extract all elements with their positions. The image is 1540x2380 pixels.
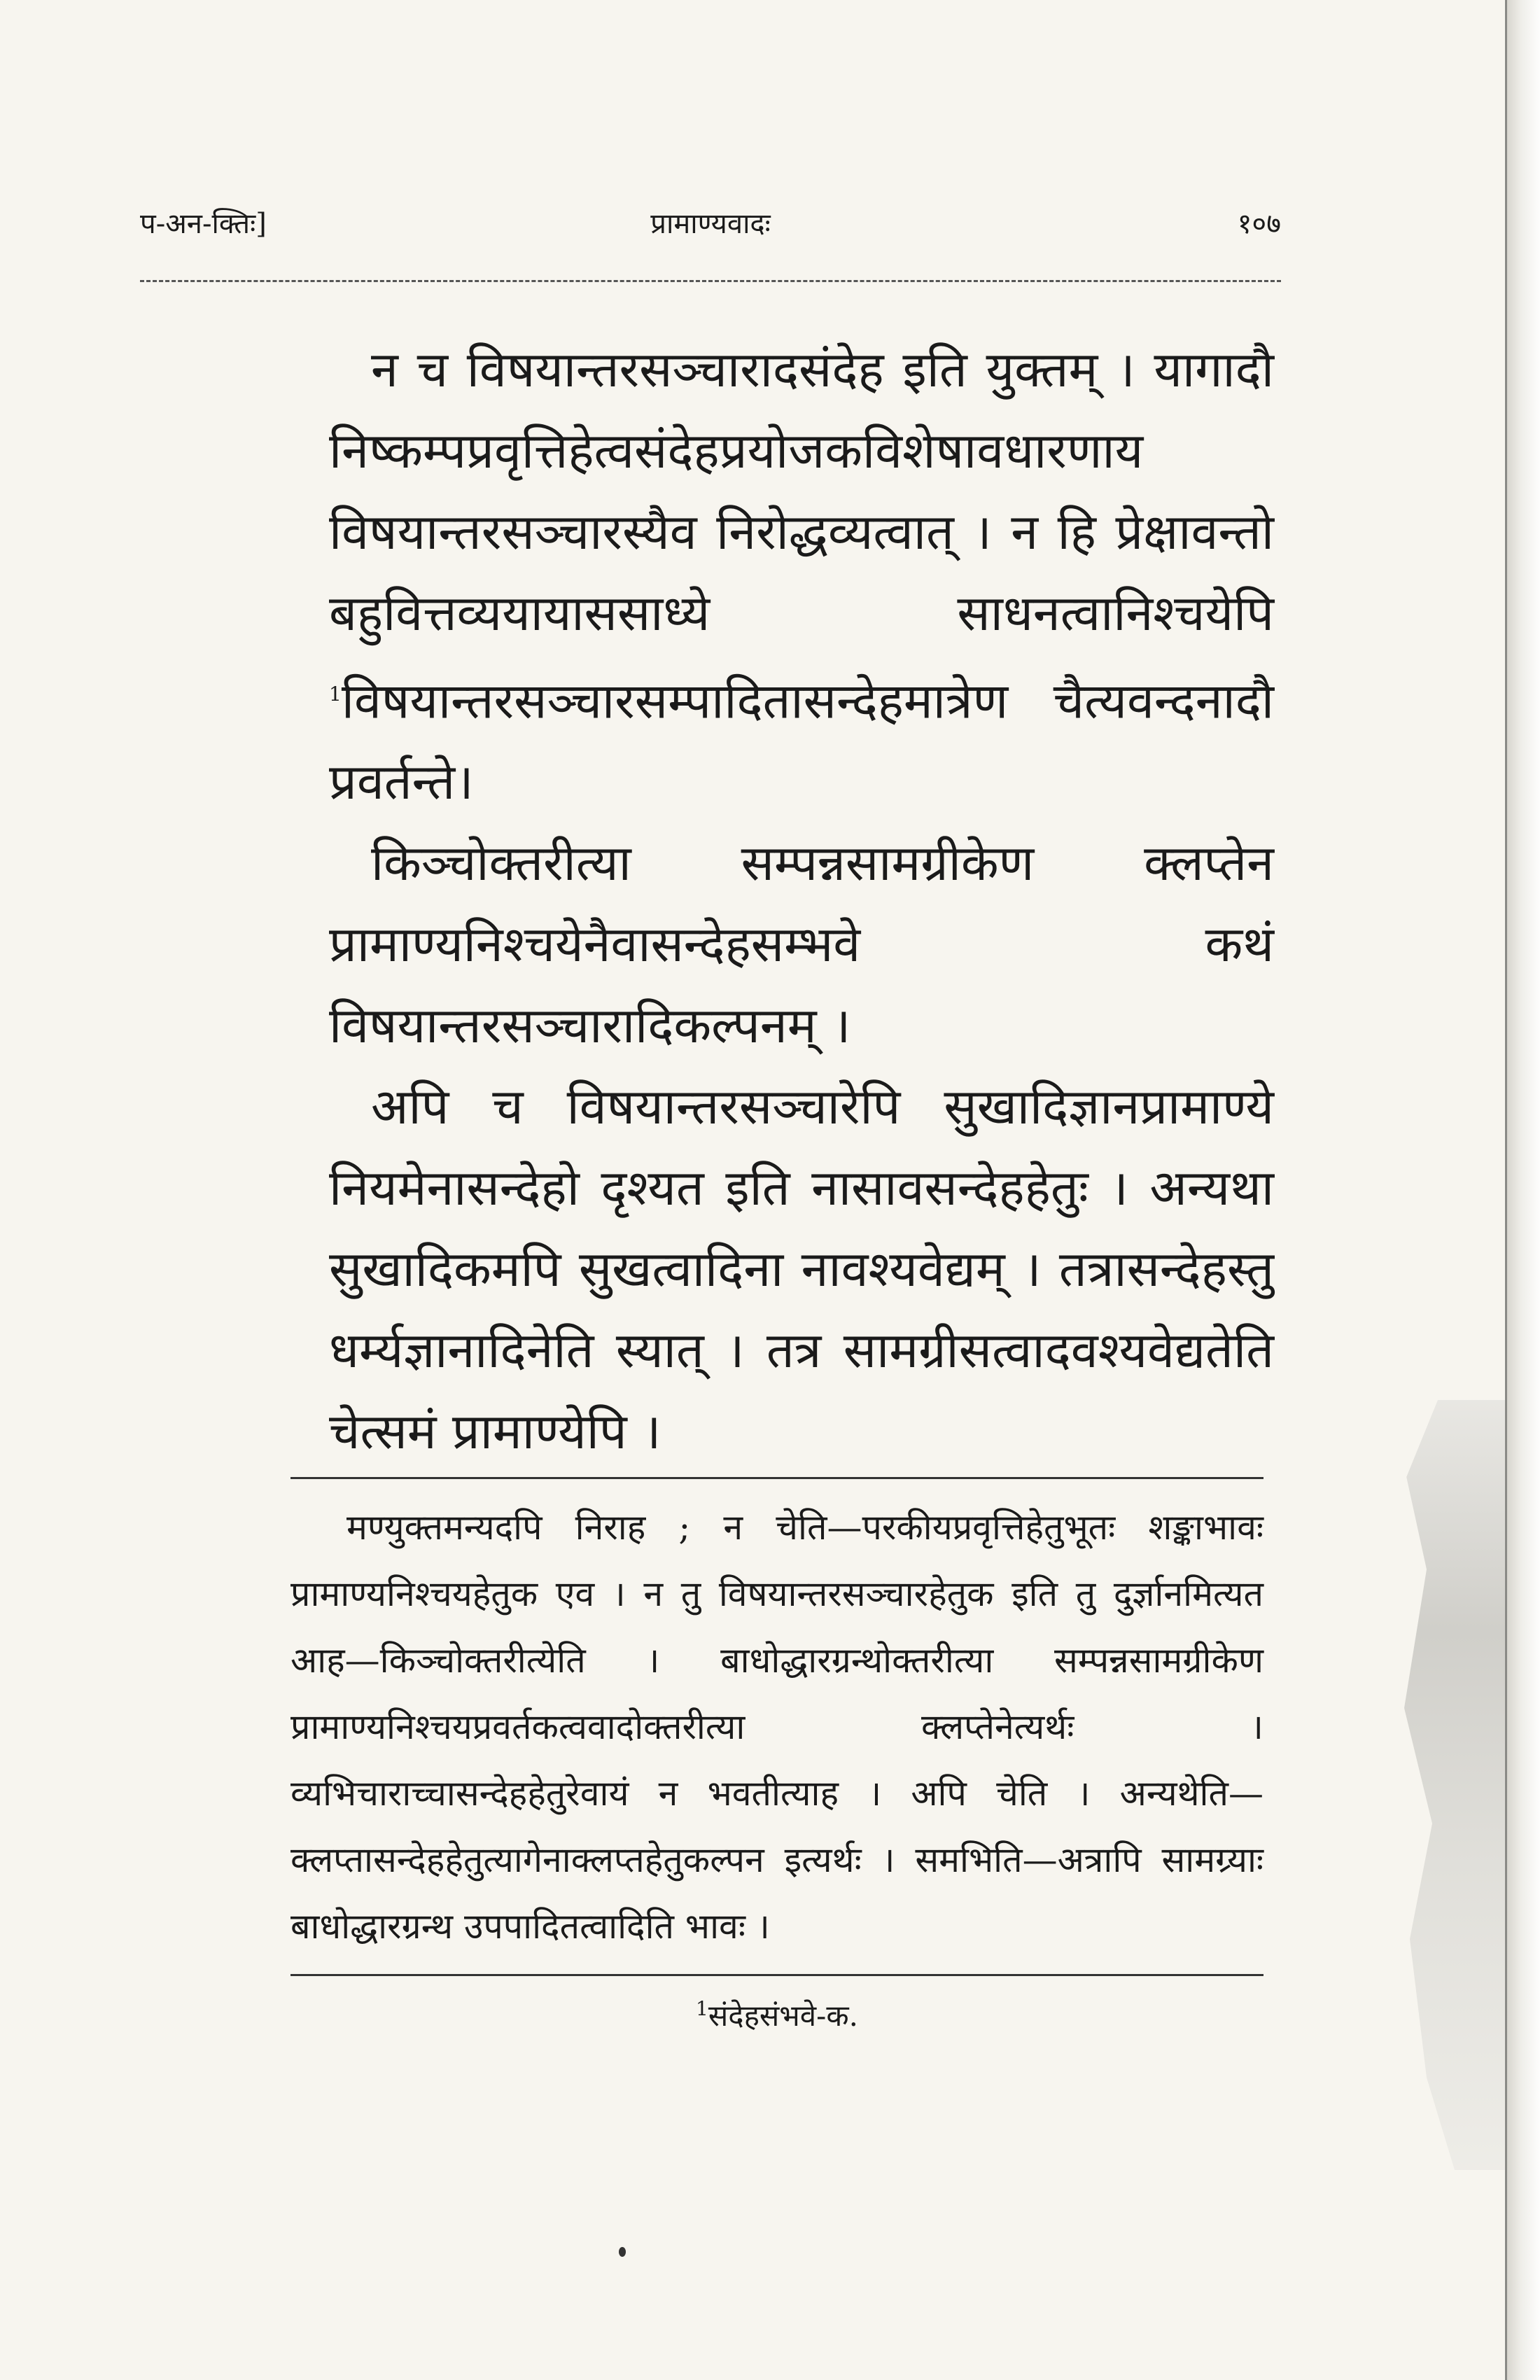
footnote-marker: 1	[329, 682, 342, 706]
footnote-divider	[290, 1974, 1264, 1976]
main-paragraph-1-part-b: विषयान्तरसञ्चारसम्पादितासन्देहमात्रेण चैत्यवन्दनादौ प्रवर्तन्ते।	[329, 672, 1274, 811]
main-text	[329, 329, 1274, 1472]
torn-margin	[1393, 1400, 1505, 2170]
header-section-ref: प-अन-क्तिः]	[140, 208, 267, 240]
running-header	[140, 200, 1281, 248]
page-edge	[1505, 0, 1540, 2380]
page-number: १०७	[1237, 208, 1281, 240]
main-paragraph-1-part-a: न च विषयान्तरसञ्चारादसंदेह इति युक्तम् । यागादौ निष्कम्पप्रवृत्तिहेत्वसंदेहप्रयोजकविशेषावधारणाय विषयान्तरसञ्चारस्यैव निरोद्धव्यत्वात् । न हि प्रेक्षावन्तो बहुवित्तव्ययायाससाध्ये साधनत्वानिश्चयेपि	[329, 341, 1274, 642]
footnote-number: 1	[696, 1997, 708, 2020]
ink-speck	[619, 2247, 626, 2257]
commentary-paragraph: मण्युक्तमन्यदपि निराह ; न चेति—परकीयप्रवृत्तिहेतुभूतः शङ्काभावः प्रामाण्यनिश्चयहेतुक एव । न तु विषयान्तरसञ्चारहेतुक इति तु दुर्ज्ञानमित्यत आह—किञ्चोक्तरीत्येति । बाधोद्धारग्रन्थोक्तरीत्या सम्पन्नसामग्रीकेण प्रामाण्यनिश्चयप्रवर्तकत्ववादोक्तरीत्या क्लप्तेनेत्यर्थः । व्यभिचाराच्चासन्देहहेतुरेवायं न भवतीत्याह । अपि चेति । अन्यथेति—क्लप्तासन्देहहेतुत्यागेनाक्लप्तहेतुकल्पन इत्यर्थः । समभिति—अत्रापि सामग्र्याः बाधोद्धारग्रन्थ उपपादितत्वादिति भावः ।	[290, 1507, 1264, 1947]
footnote	[290, 1984, 1264, 2040]
main-paragraph-3: अपि च विषयान्तरसञ्चारेपि सुखादिज्ञानप्रामाण्ये नियमेनासन्देहो दृश्यत इति नासावसन्देहहेतुः । अन्यथा सुखादिकमपि सुखत्वादिना नावश्यवेद्यम् । तत्रासन्देहस्तु धर्म्यज्ञानादिनेति स्यात् । तत्र सामग्रीसत्वादवश्यवेद्यतेति चेत्समं प्रामाण्येपि ।	[329, 1078, 1274, 1461]
main-paragraph-2: किञ्चोक्तरीत्या सम्पन्नसामग्रीकेण क्लप्तेन प्रामाण्यनिश्चयेनैवासन्देहसम्भवे कथं विषयान्तरसञ्चारादिकल्पनम् ।	[329, 834, 1274, 1055]
header-title: प्रामाण्यवादः	[650, 208, 771, 240]
commentary-divider	[290, 1477, 1264, 1479]
footnote-text: संदेहसंभवे-क.	[708, 1998, 858, 2033]
header-divider	[140, 280, 1281, 282]
main-paragraph-1	[329, 329, 1274, 822]
commentary	[290, 1494, 1264, 1960]
